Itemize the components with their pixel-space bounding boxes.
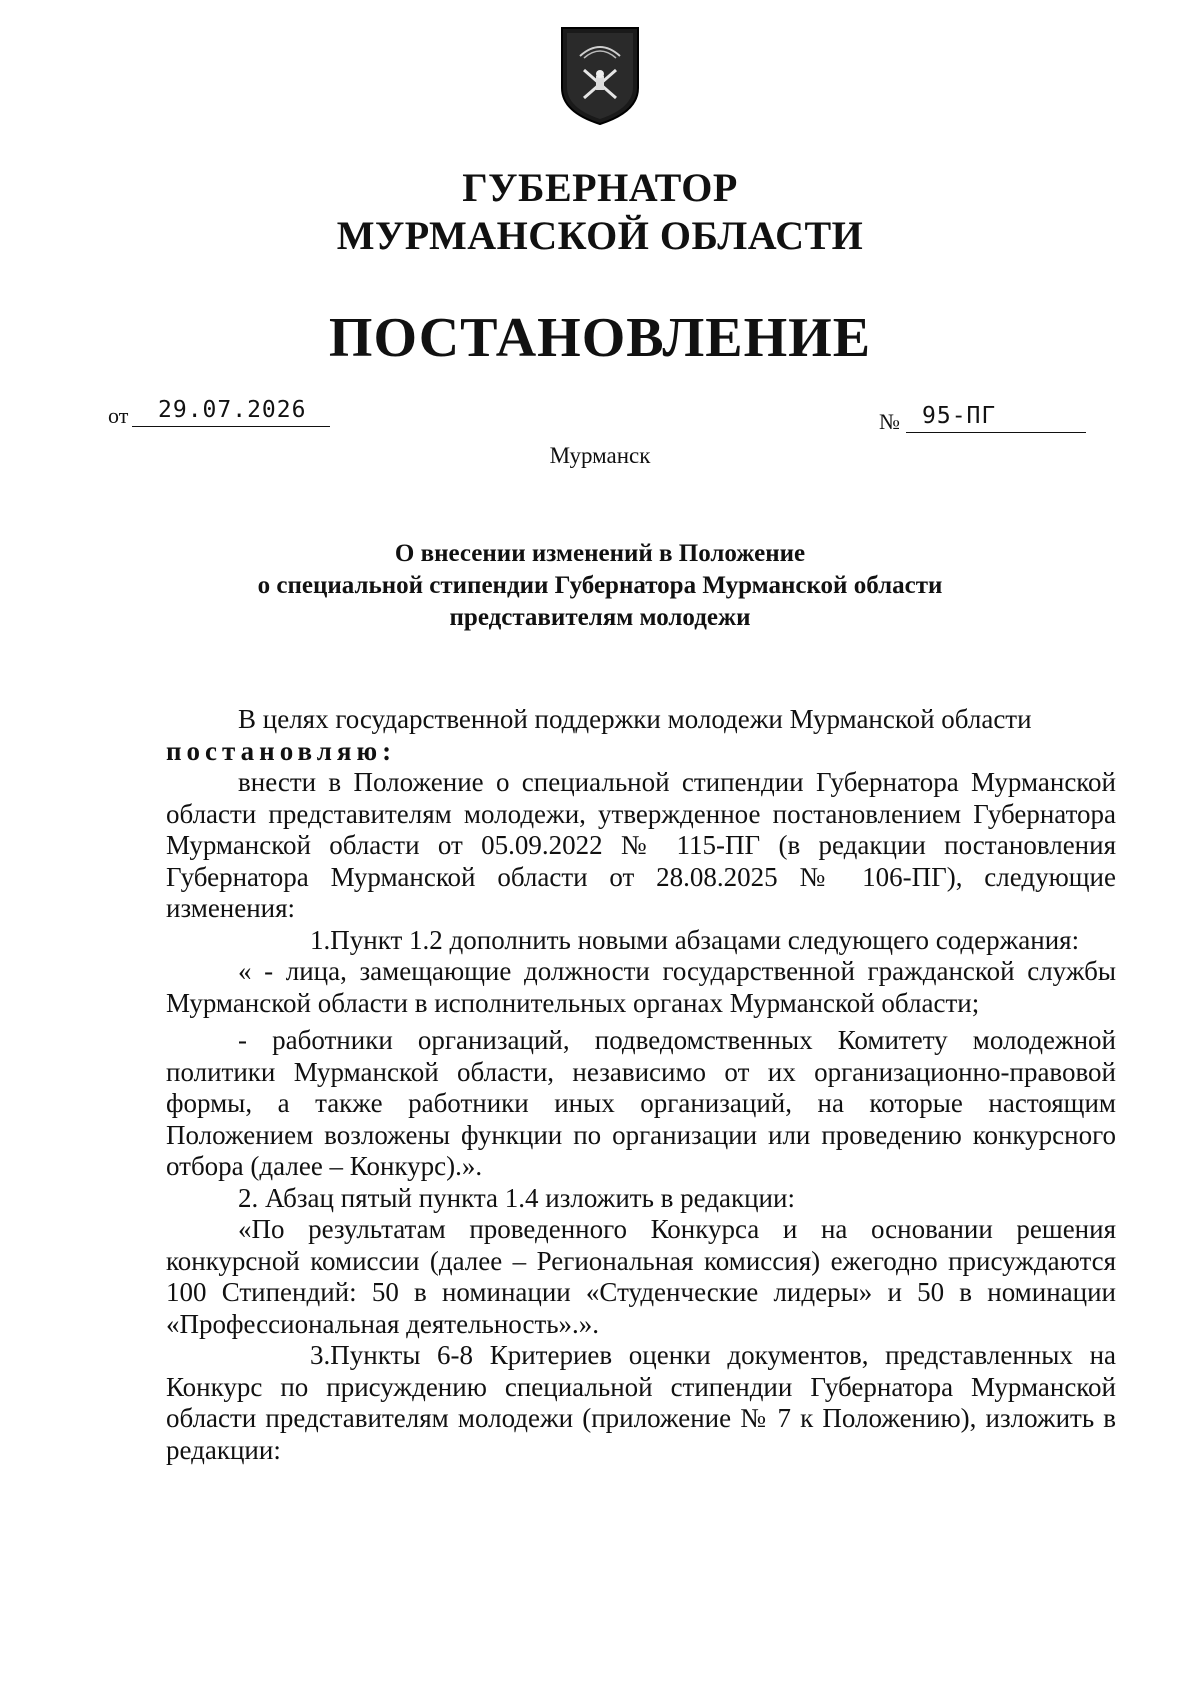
date-underline [132, 426, 330, 427]
date-label: от [108, 403, 129, 428]
document-type: ПОСТАНОВЛЕНИЕ [328, 307, 872, 369]
resolve-text: постановляю: [166, 735, 397, 766]
subject-line-3: представителям молодежи [449, 604, 751, 631]
authority-title: ГУБЕРНАТОР [462, 165, 738, 210]
date-value: 29.07.2026 [158, 397, 307, 423]
item-1-number: 1. [310, 924, 331, 955]
authority-region: МУРМАНСКОЙ ОБЛАСТИ [336, 213, 864, 258]
number-underline [906, 432, 1086, 433]
document-subject [160, 538, 1040, 634]
item-1-quote-2: - работники организаций, подведомственных Комитету молодежной политики Мурманской области, независимо от их организационно-правовой формы, а также работники иных организаций, на которые настоящим Положением возложены функции по организации или проведению конкурсного отбора (далее – Конкурс).». [166, 1025, 1116, 1181]
city-name: Мурманск [549, 443, 651, 468]
coat-of-arms-icon [558, 26, 642, 126]
number-label: № [879, 409, 900, 434]
document-body [166, 704, 1116, 1466]
item-3-text: Пункты 6-8 Критериев оценки документов, представленных на Конкурс по присуждению специальной стипендии Губернатора Мурманской области представителям молодежи (приложение № 7 к Положению), изложить в редакции: [166, 1340, 1116, 1465]
number-value: 95-ПГ [922, 403, 997, 429]
item-2-quote: «По результатам проведенного Конкурса и на основании решения конкурсной комиссии (далее – Региональная комиссия) ежегодно присуждаются 100 Стипендий: 50 в номинации «Студенческие лидеры» и 50 в номинации «Профессиональная деятельность».». [166, 1214, 1116, 1339]
item-1-quote-1: « - лица, замещающие должности государственной гражданской службы Мурманской области в исполнительных органах Мурманской области; [166, 956, 1116, 1018]
preamble-paragraph: В целях государственной поддержки молодежи Мурманской области [238, 704, 1032, 734]
item-1-paragraph [166, 925, 1116, 957]
resolve-word [166, 736, 1116, 768]
item-3-paragraph [166, 1340, 1116, 1466]
subject-line-2: о специальной стипендии Губернатора Мурманской области [257, 572, 943, 599]
item-3-number: 3. [310, 1340, 331, 1370]
intro-paragraph: внести в Положение о специальной стипендии Губернатора Мурманской области представителям молодежи, утвержденное постановлением Губернатора Мурманской области от 05.09.2022 № 115-ПГ (в редакции постановления Губернатора Мурманской области от 28.08.2025 № 106-ПГ), следующие изменения: [166, 767, 1116, 923]
item-2-paragraph: 2. Абзац пятый пункта 1.4 изложить в редакции: [238, 1182, 795, 1213]
item-1-text: Пункт 1.2 дополнить новыми абзацами следующего содержания: [330, 924, 1080, 955]
subject-line-1: О внесении изменений в Положение [394, 540, 806, 567]
